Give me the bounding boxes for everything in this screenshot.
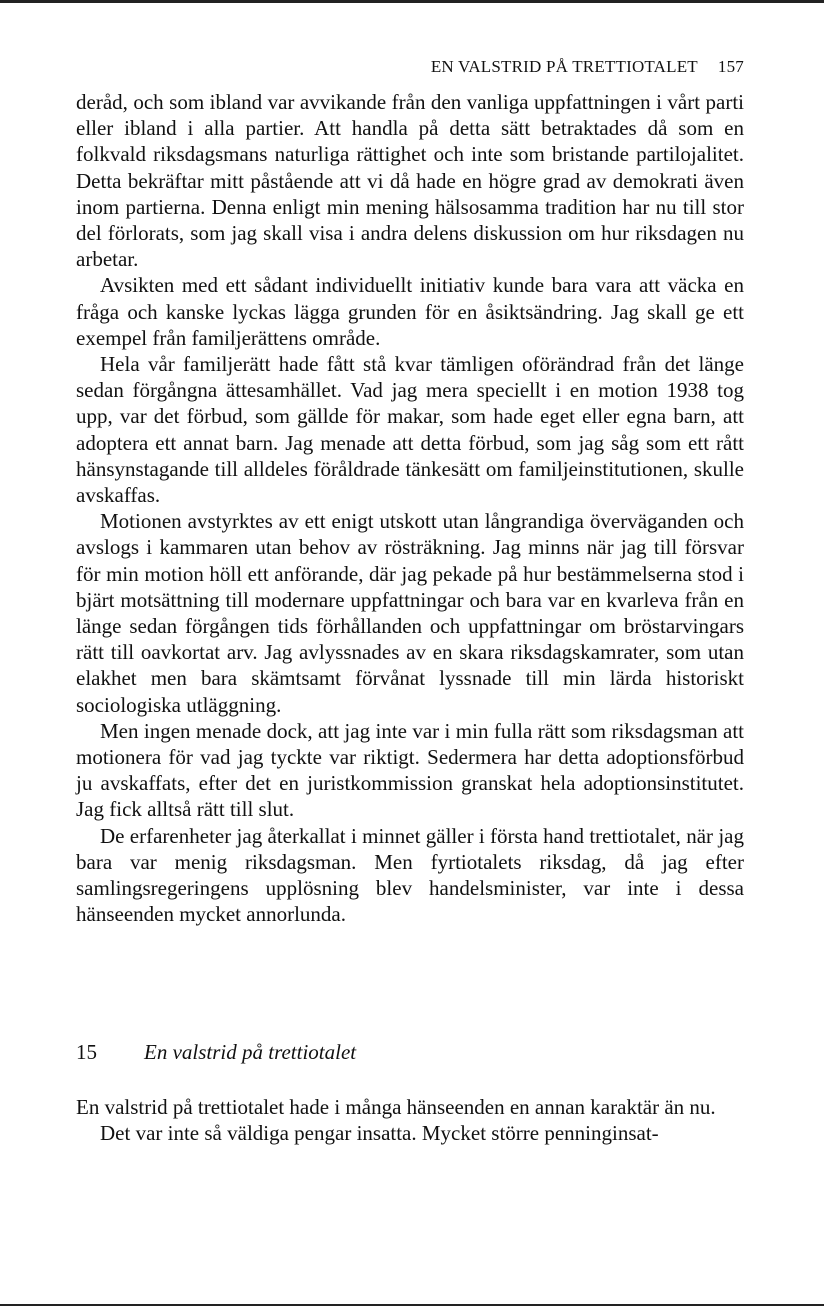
top-edge-rule <box>0 0 824 3</box>
running-head <box>431 57 744 77</box>
paragraph: Det var inte så väldiga pengar insatta. Mycket större penninginsat- <box>100 1121 659 1146</box>
paragraph: Motionen avstyrktes av ett enigt utskott utan långrandiga överväganden och avslogs i kammaren utan behov av rösträkning. Jag minns när jag till försvar för min motion höll ett anförande, där jag pekade på hur bestämmelserna stod i bjärt motsättning till modernare uppfattningar och bara var en kvarleva från en länge sedan förgången tids förhållanden och uppfattningar om bröstarvingars rätt till oavkortat arv. Jag avlyssnades av en skara riksdagskamrater, som utan elakhet men bara skämtsamt förvånat lyssnade till min lärda historiskt sociologiska utläggning. <box>76 509 744 717</box>
paragraph: Men ingen menade dock, att jag inte var i min fulla rätt som riksdagsman att motionera för vad jag tyckte var riktigt. Sedermera har detta adoptionsförbud ju avskaffats, efter det en juristkommission granskat hela adoptionsinstitutet. Jag fick alltså rätt till slut. <box>76 718 744 822</box>
paragraph: En valstrid på trettiotalet hade i många hänseenden en annan karaktär än nu. <box>76 1095 716 1119</box>
paragraph-continued: deråd, och som ibland var avvikande från den vanliga uppfattningen i vårt parti eller ibland i alla partier. Att handla på detta sätt betraktades då som en folkvald riksdagsmans naturliga rättighet och inte som bristande partilojalitet. Detta bekräftar mitt påstående att vi då hade en högre grad av demokrati även inom partierna. Denna enligt min mening hälsosamma tradition har nu till stor del förlorats, som jag skall visa i andra delens diskussion om hur riksdagen nu arbetar. <box>76 90 744 272</box>
chapter-title: En valstrid på trettiotalet <box>144 1040 357 1064</box>
running-title: EN VALSTRID PÅ TRETTIOTALET <box>430 57 698 76</box>
bottom-edge-rule <box>0 1304 824 1306</box>
paragraph: De erfarenheter jag återkallat i minnet gäller i första hand trettiotalet, när jag bara var menig riksdagsman. Men fyrtiotalets riksdag, då jag efter samlingsregeringens upplösning blev handelsminister, var inte i dessa hänseenden mycket annorlunda. <box>76 823 744 927</box>
chapter-body-text <box>76 1094 744 1146</box>
paragraph: Hela vår familjerätt hade fått stå kvar tämligen oförändrad från det länge sedan förgångna ättesamhället. Vad jag mera speciellt i en motion 1938 tog upp, var det förbud, som gällde för makar, som hade eget eller egna barn, att adoptera ett annat barn. Jag menade att detta förbud, som jag såg som ett rått hänsynstagande till alldeles föråldrade tänkesätt om familjeinstitutionen, skulle avskaffas. <box>76 352 744 508</box>
page-number: 157 <box>717 57 744 76</box>
chapter-number: 15 <box>76 1040 97 1064</box>
chapter-heading <box>76 1040 356 1065</box>
body-text <box>76 89 744 928</box>
paragraph: Avsikten med ett sådant individuellt initiativ kunde bara vara att väcka en fråga och kanske lyckas lägga grunden för en åsiktsändring. Jag skall ge ett exempel från familjerättens område. <box>76 273 744 350</box>
